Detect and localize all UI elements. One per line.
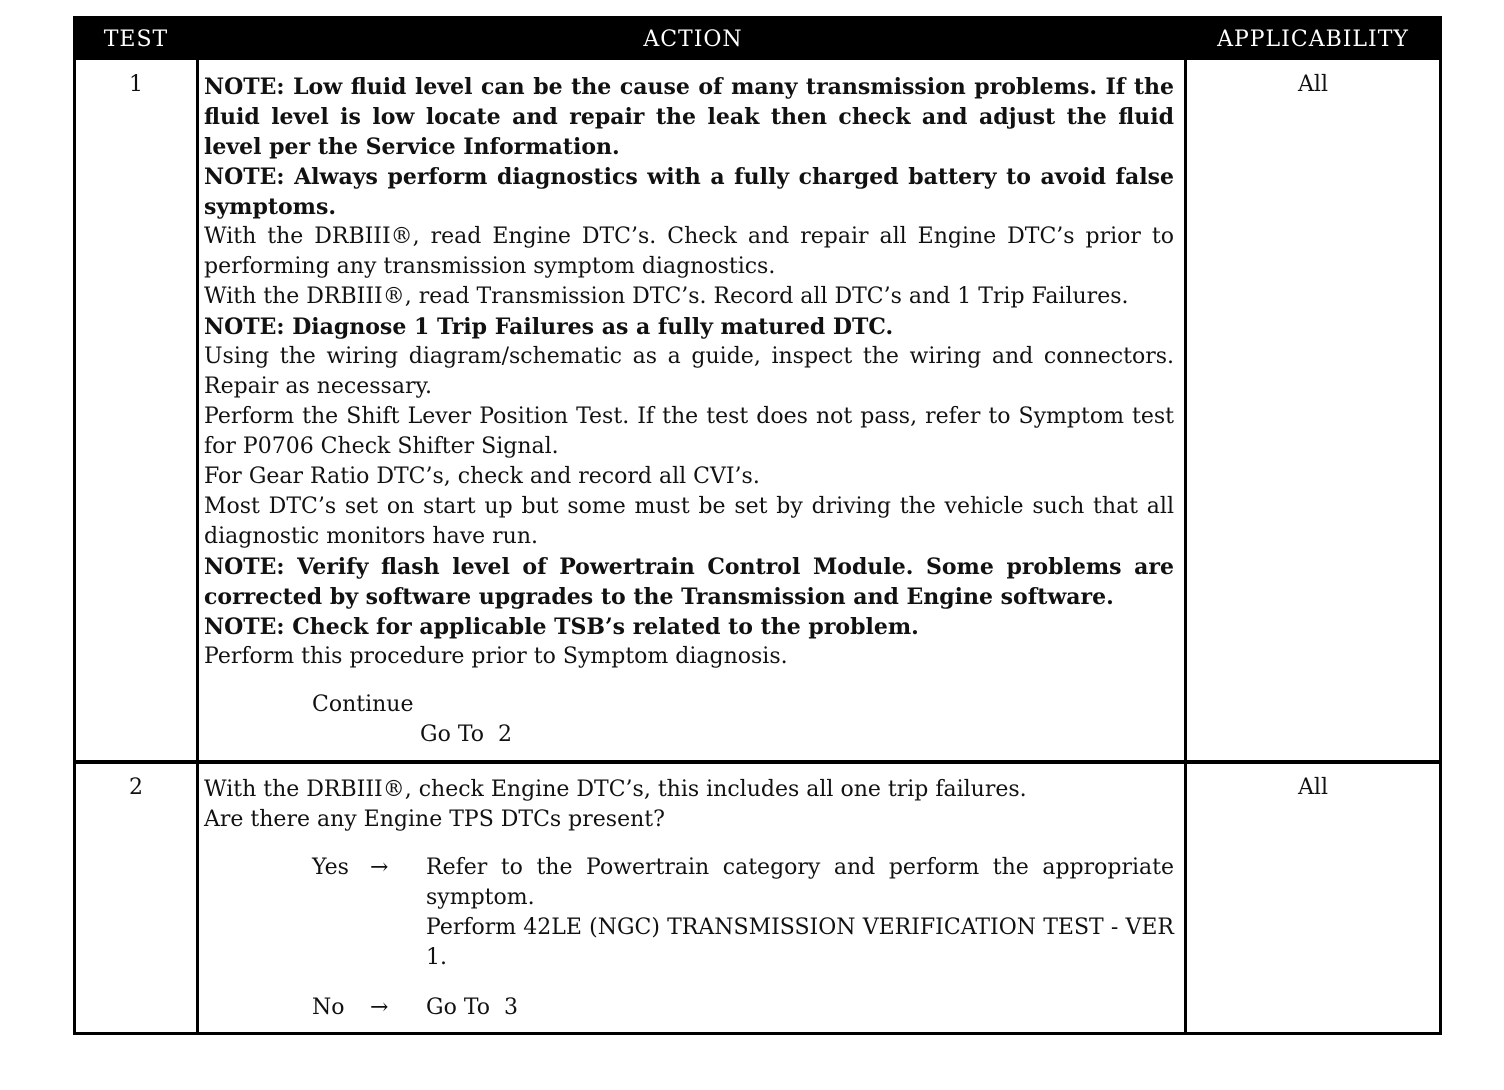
action-line: Using the wiring diagram/schematic as a guide, inspect the wiring and connectors. Repair as necessary.: [204, 344, 1174, 399]
arrow-right-icon: →: [370, 995, 389, 1020]
action-line: NOTE: Low fluid level can be the cause of many transmission problems. If the fluid level is low locate and repair the leak then check and adjust the fluid level per the Service Information.: [204, 74, 1174, 160]
yes-no-branches: [204, 853, 1174, 1023]
action-line: With the DRBIII®, read Engine DTC’s. Check and repair all Engine DTC’s prior to performing any transmission symptom diagnostics.: [204, 224, 1174, 279]
applicability-2: All: [1298, 775, 1328, 800]
action-line: With the DRBIII®, read Transmission DTC’s. Record all DTC’s and 1 Trip Failures.: [204, 284, 1129, 309]
action-cell-2: [204, 775, 1174, 1023]
goto-label: Go To: [426, 995, 491, 1020]
header-test: TEST: [103, 27, 169, 52]
column-divider-applicability: [1184, 60, 1187, 1032]
action-line: Perform the Shift Lever Position Test. If the test does not pass, refer to Symptom test for P0706 Check Shifter Signal.: [204, 404, 1174, 459]
action-line: NOTE: Always perform diagnostics with a fully charged battery to avoid false symptoms.: [204, 164, 1174, 220]
action-line: NOTE: Verify flash level of Powertrain Control Module. Some problems are corrected by software upgrades to the Transmission and Engine software.: [204, 554, 1174, 610]
arrow-right-icon: →: [370, 855, 389, 880]
no-goto: [426, 993, 1174, 1023]
action-line: With the DRBIII®, check Engine DTC’s, this includes all one trip failures.: [204, 777, 1027, 802]
action-cell-1: [204, 72, 1174, 750]
test-number-2: 2: [129, 775, 143, 800]
table-header: [76, 19, 1439, 60]
goto-target: 2: [498, 722, 513, 747]
no-branch[interactable]: [204, 993, 1174, 1023]
no-label: No: [312, 995, 345, 1020]
action-line: NOTE: Check for applicable TSB’s related to the problem.: [204, 614, 919, 640]
goto-target: 3: [504, 995, 519, 1020]
test-number-1: 1: [129, 72, 143, 97]
continue-label: Continue: [312, 692, 414, 717]
yes-label: Yes: [312, 855, 349, 880]
action-line: For Gear Ratio DTC’s, check and record all CVI’s.: [204, 464, 760, 489]
goto-link-2[interactable]: [204, 720, 1174, 750]
yes-branch[interactable]: [204, 853, 1174, 973]
yes-text: [426, 853, 1174, 973]
applicability-1: All: [1298, 72, 1328, 97]
column-divider-test: [196, 60, 199, 1032]
action-line: Perform this procedure prior to Symptom diagnosis.: [204, 644, 788, 669]
action-line: NOTE: Diagnose 1 Trip Failures as a fully matured DTC.: [204, 314, 894, 340]
diagnostic-table: [73, 16, 1442, 1035]
yes-text-line: Refer to the Powertrain category and perform the appropriate symptom.: [426, 855, 1174, 910]
action-line: Are there any Engine TPS DTCs present?: [204, 807, 665, 832]
yes-text-line: Perform 42LE (NGC) TRANSMISSION VERIFICATION TEST - VER 1.: [426, 915, 1174, 970]
row-divider: [76, 760, 1439, 764]
goto-label: Go To: [420, 722, 485, 747]
header-action: ACTION: [643, 27, 743, 52]
header-applicability: APPLICABILITY: [1217, 27, 1409, 52]
action-line: Most DTC’s set on start up but some must be set by driving the vehicle such that all diagnostic monitors have run.: [204, 494, 1174, 549]
